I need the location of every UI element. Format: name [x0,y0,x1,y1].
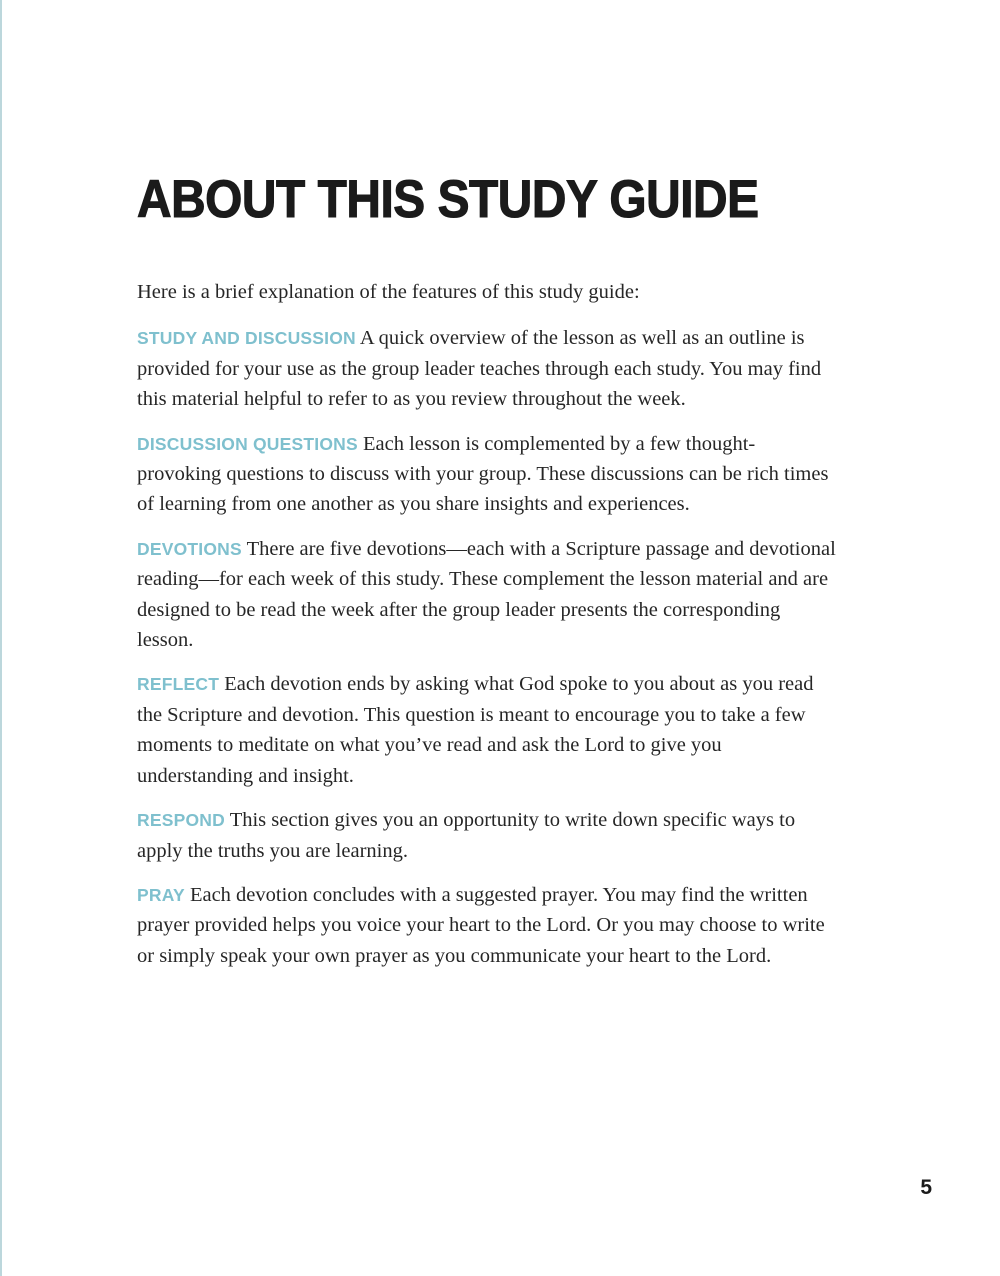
section-tag-reflect: REFLECT [137,674,220,695]
section-paragraph-respond [137,805,837,866]
page-number: 5 [920,1176,932,1199]
page-content [137,169,837,971]
page-title: ABOUT THIS STUDY GUIDE [137,169,759,230]
section-body-discussion-questions: Each lesson is complemented by a few thought-provoking questions to discuss with your group. These discussions can be rich times of learning from one another as you share insights and experiences. [137,432,829,516]
section-body-study-and-discussion: A quick overview of the lesson as well as an outline is provided for your use as the group leader teaches through each study. You may find this material helpful to refer to as you review throughout the week. [137,327,822,411]
section-body-devotions: There are five devotions—each with a Scripture passage and devotional reading—for each week of this study. These complement the lesson material and are designed to be read the week after the group leader presents the corresponding lesson. [137,537,836,652]
section-body-reflect: Each devotion ends by asking what God spoke to you about as you read the Scripture and devotion. This question is meant to encourage you to take a few moments to meditate on what you’ve read and ask the Lord to give you understanding and insight. [137,673,814,787]
intro-paragraph: Here is a brief explanation of the features of this study guide: [137,281,640,303]
section-tag-pray: PRAY [137,884,185,905]
section-tag-study-and-discussion: STUDY AND DISCUSSION [137,328,356,349]
section-paragraph-discussion-questions [137,429,837,520]
section-paragraph-study-and-discussion [137,323,837,414]
section-paragraph-reflect [137,669,837,791]
section-paragraph-devotions [137,534,837,656]
body-text [137,277,837,971]
page-edge-artifact [0,0,2,1276]
section-tag-devotions: DEVOTIONS [137,538,242,559]
section-paragraph-pray [137,880,837,971]
section-body-pray: Each devotion concludes with a suggested prayer. You may find the written prayer provided helps you voice your heart to the Lord. Or you may choose to write or simply speak your own prayer as you communicate your heart to the Lord. [137,883,825,967]
section-body-respond: This section gives you an opportunity to write down specific ways to apply the truths you are learning. [137,809,796,862]
section-tag-respond: RESPOND [137,810,225,831]
section-tag-discussion-questions: DISCUSSION QUESTIONS [137,433,358,454]
